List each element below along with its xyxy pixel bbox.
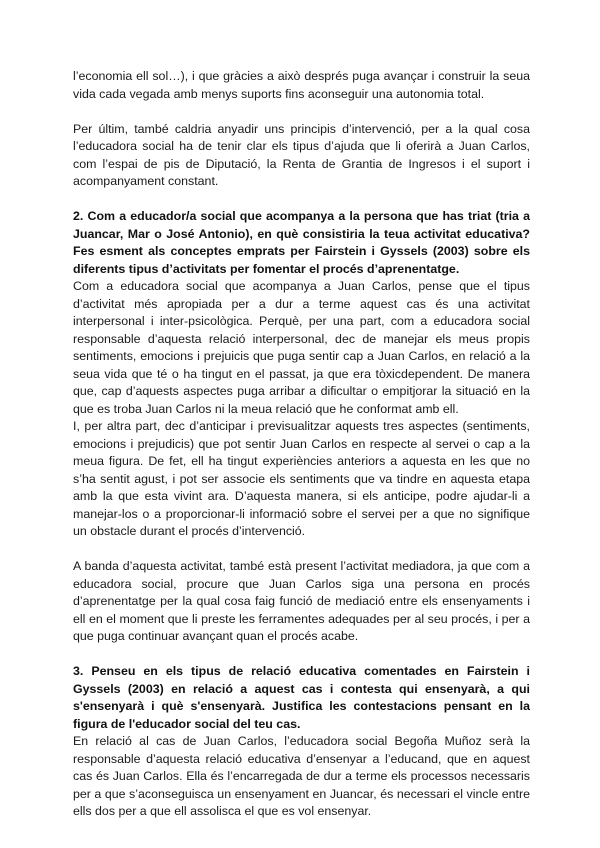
paragraph-economia: l’economia ell sol…), i que gràcies a això després puga avançar i construir la seua vida cada vegada amb menys suports fins aconseguir una autonomia total. <box>73 69 530 101</box>
answer-2-part-3: A banda d’aquesta activitat, també està present l’activitat mediadora, ja que com a educadora social, procure que Juan Carlos siga una persona en procés d’aprenentatge per la qual cosa faig funció de mediació entre els ensenyaments i ell en el moment que li preste les ferramentes adequades per al seu procés, i per a que puga continuar avançant quan el procés acabe. <box>73 559 530 643</box>
paragraph-gap <box>73 191 530 209</box>
paragraph-gap <box>73 103 530 121</box>
answer-2-part-2: I, per altra part, dec d’anticipar i previsualitzar aquests tres aspectes (sentiments, emocions i prejudicis) que pot sentir Juan Carlos en respecte al servei o cap a la meua figura. De fet, ell ha tingut experiències anteriors a aquesta en les que no s’ha sentit agust, i pot ser associe els sentiments que va tindre en aquesta etapa amb la que esta vivint ara. D’aquesta manera, si els anticipe, podre ajudar-li a manejar-los o a proporcionar-li informació sobre el servei per a que no signifique un obstacle durant el procés d’intervenció. <box>73 419 530 538</box>
paragraph-gap <box>73 541 530 559</box>
paragraph-principis: Per últim, també caldria anyadir uns principis d’intervenció, per a la qual cosa l’educadora social ha de tenir clar els tipus d’ajuda que li oferirà a Juan Carlos, com l’espai de pis de Diputació, la Renta de Grantia de Ingresos i el suport i acompanyament constant. <box>73 121 530 188</box>
question-2: 2. Com a educador/a social que acompanya a la persona que has triat (tria a Juancar, Mar o José Antonio), en què consistiria la teua activitat educativa? Fes esment als conceptes emprats per Fairstein i Gyssels (2003) sobre els diferents tipus d’activitats per fomentar el procés d’aprenentatge. <box>73 209 530 276</box>
paragraph-gap <box>73 646 530 664</box>
answer-2-part-1: Com a educadora social que acompanya a Juan Carlos, pense que el tipus d’activitat més apropiada per a dur a terme aquest cas és una activitat interpersonal i inter-psicològica. Perquè, per una part, com a educadora social responsable d’aquesta relació interpersonal, dec de manejar els meus propis sentiments, emocions i prejuicis que puga sentir cap a Juan Carlos, en relació a la seua vida que té o ha tingut en el passat, ja que era tòxicdependent. De manera que, cap d’aquests aspectes puga arribar a dificultar o empitjorar la situació en la que es troba Juan Carlos ni la meua relació que he conformat amb ell. <box>73 279 530 416</box>
question-3: 3. Penseu en els tipus de relació educativa comentades en Fairstein i Gyssels (2003) en relació a aquest cas i contesta qui ensenyarà, a qui s'ensenyarà i què s'ensenyarà. Justifica les contestacions pensant en la figura de l'educador social del teu cas. <box>73 664 530 731</box>
answer-3: En relació al cas de Juan Carlos, l’educadora social Begoña Muñoz serà la responsable d’aquesta relació educativa d’ensenyar a l’educand, que en aquest cas és Juan Carlos. Ella és l’encarregada de dur a terme els processos necessaris per a que s’aconseguisca un ensenyament en Juancar, és necessari el vincle entre ells dos per a que ell assolisca el que es vol ensenyar. <box>73 734 530 818</box>
document-page <box>73 68 530 821</box>
